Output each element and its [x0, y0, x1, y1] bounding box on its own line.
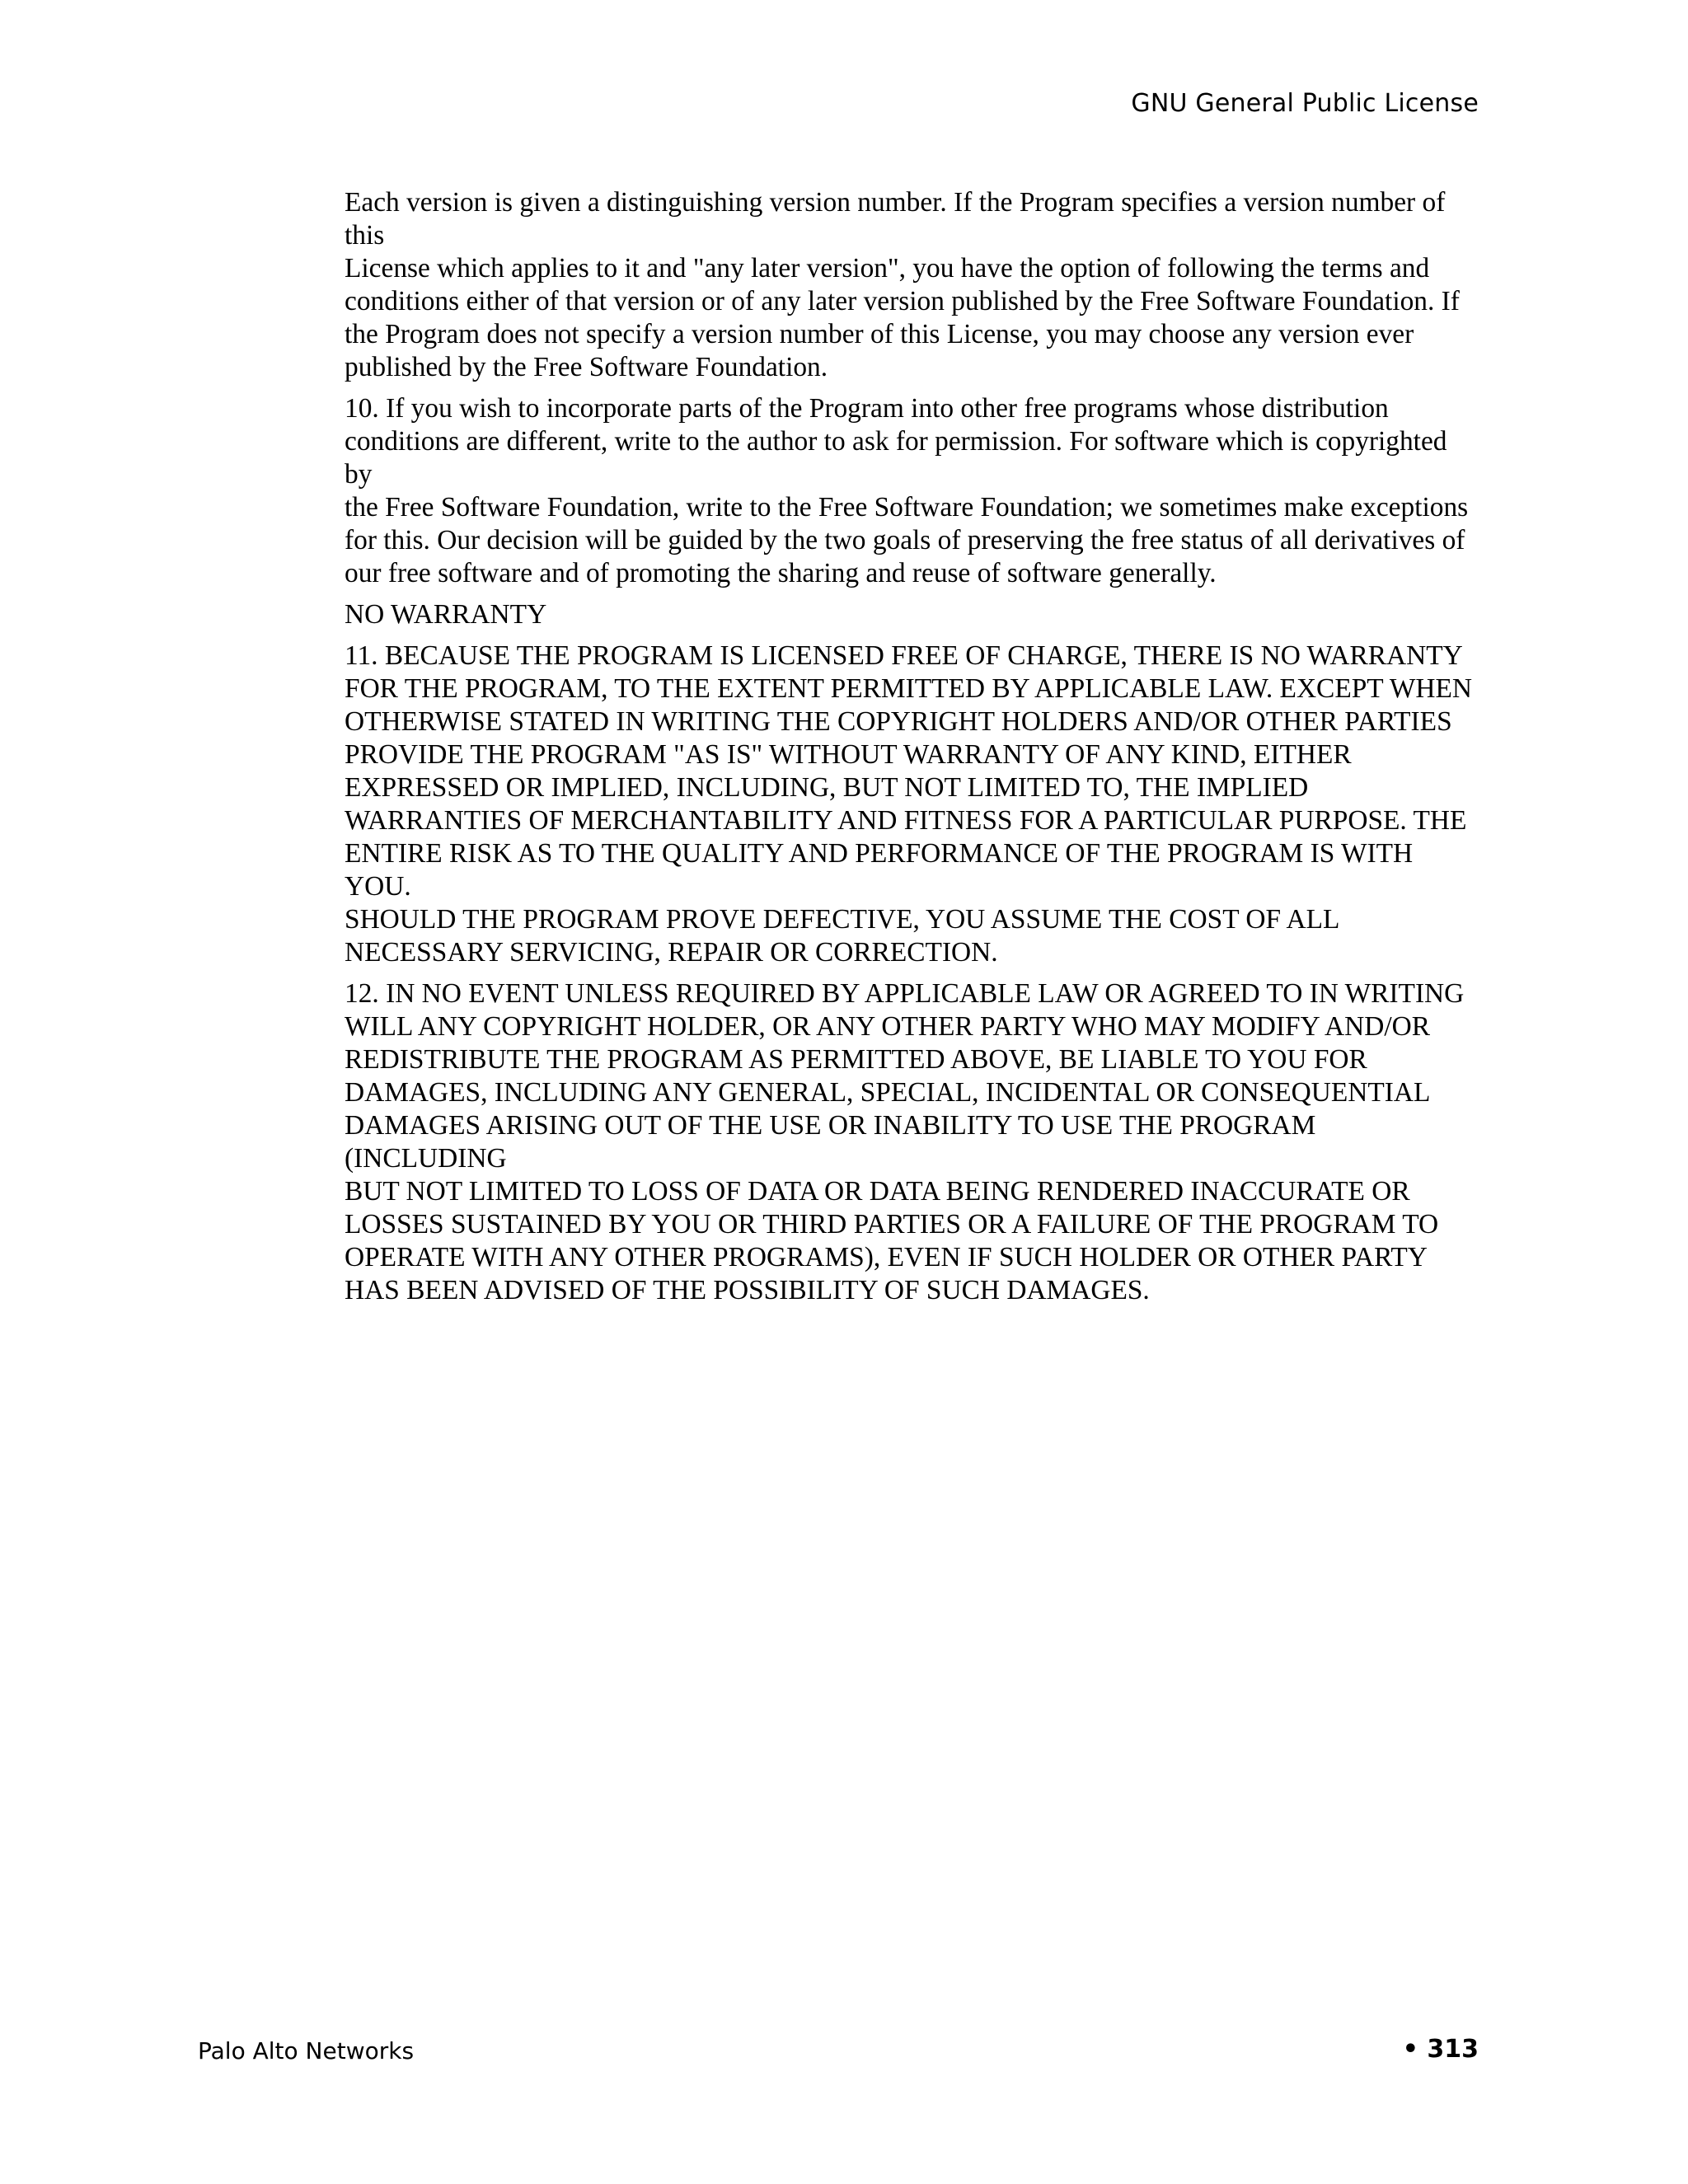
paragraph-section-12: 12. IN NO EVENT UNLESS REQUIRED BY APPLICABLE LAW OR AGREED TO IN WRITING WILL ANY COPYRIGHT HOLDER, OR ANY OTHER PARTY WHO MAY MODIFY AND/OR REDISTRIBUTE THE PROGRAM AS PERMITTED ABOVE, BE LIABLE TO YOU FOR DAMAGES, INCLUDING ANY GENERAL, SPECIAL, INCIDENTAL OR CONSEQUENTIAL DAMAGES ARISING OUT OF THE USE OR INABILITY TO USE THE PROGRAM (INCLUDING BUT NOT LIMITED TO LOSS OF DATA OR DATA BEING RENDERED INACCURATE OR LOSSES SUSTAINED BY YOU OR THIRD PARTIES OR A FAILURE OF THE PROGRAM TO OPERATE WITH ANY OTHER PROGRAMS), EVEN IF SUCH HOLDER OR OTHER PARTY HAS BEEN ADVISED OF THE POSSIBILITY OF SUCH DAMAGES. [345, 978, 1465, 1305]
document-body [345, 186, 1479, 1315]
paragraph-section-11: 11. BECAUSE THE PROGRAM IS LICENSED FREE OF CHARGE, THERE IS NO WARRANTY FOR THE PROGRAM, TO THE EXTENT PERMITTED BY APPLICABLE LAW. EXCEPT WHEN OTHERWISE STATED IN WRITING THE COPYRIGHT HOLDERS AND/OR OTHER PARTIES PROVIDE THE PROGRAM "AS IS" WITHOUT WARRANTY OF ANY KIND, EITHER EXPRESSED OR IMPLIED, INCLUDING, BUT NOT LIMITED TO, THE IMPLIED WARRANTIES OF MERCHANTABILITY AND FITNESS FOR A PARTICULAR PURPOSE. THE ENTIRE RISK AS TO THE QUALITY AND PERFORMANCE OF THE PROGRAM IS WITH YOU. SHOULD THE PROGRAM PROVE DEFECTIVE, YOU ASSUME THE COST OF ALL NECESSARY SERVICING, REPAIR OR CORRECTION. [345, 640, 1472, 968]
footer-page-number: • 313 [1402, 2035, 1479, 2064]
heading-no-warranty: NO WARRANTY [345, 599, 547, 630]
running-header-title: GNU General Public License [1131, 89, 1479, 118]
paragraph-section-10: 10. If you wish to incorporate parts of the Program into other free programs whose distribution conditions are different, write to the author to ask for permission. For software which is copyrighted by the Free Software Foundation, write to the Free Software Foundation; we sometimes make exceptions for this. Our decision will be guided by the two goals of preserving the free status of all derivatives of our free software and of promoting the sharing and reuse of software generally. [345, 393, 1469, 588]
paragraph-version-number: Each version is given a distinguishing version number. If the Program specifies a version number of this License which applies to it and "any later version", you have the option of following the terms and conditions either of that version or of any later version published by the Free Software Foundation. If the Program does not specify a version number of this License, you may choose any version ever published by the Free Software Foundation. [345, 187, 1460, 382]
footer-company-name: Palo Alto Networks [198, 2037, 415, 2064]
